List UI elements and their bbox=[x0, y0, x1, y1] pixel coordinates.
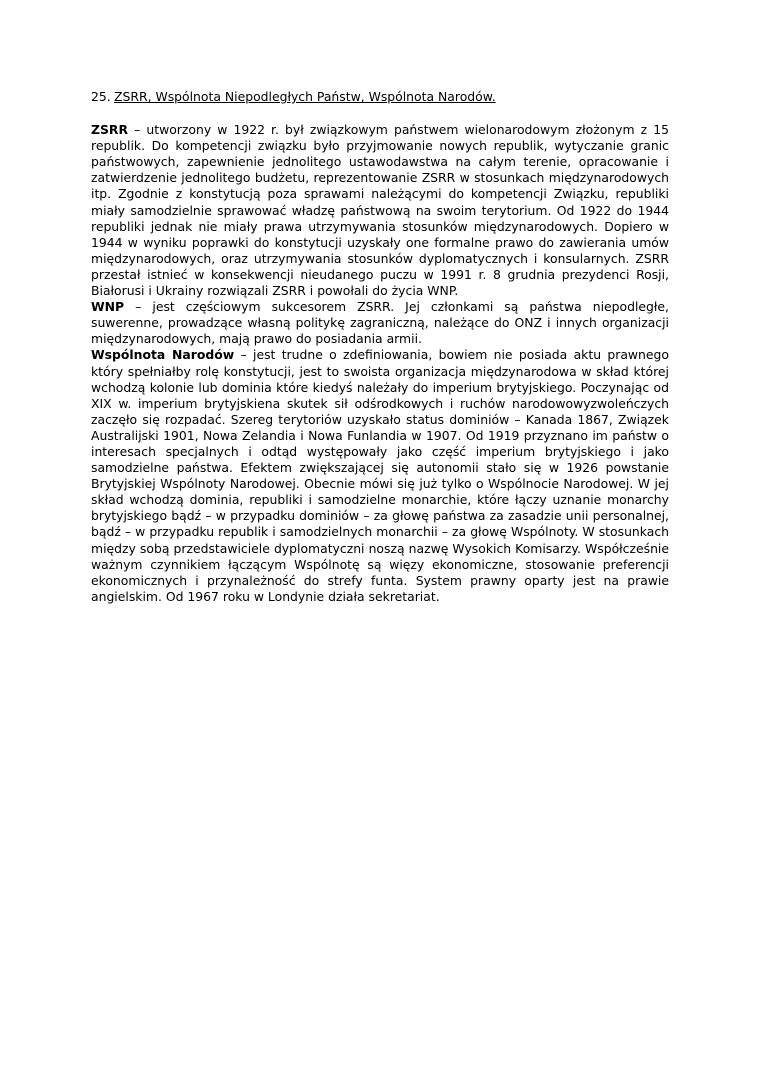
term-zsrr: ZSRR bbox=[91, 122, 128, 138]
paragraph-wnp bbox=[91, 299, 669, 347]
paragraph-zsrr bbox=[91, 122, 669, 299]
section-number: 25. bbox=[91, 89, 111, 104]
section-heading bbox=[91, 89, 669, 105]
section-title: ZSRR, Wspólnota Niepodległych Państw, Wspólnota Narodów. bbox=[114, 89, 496, 104]
paragraph-wnp-text: – jest częściowym sukcesorem ZSRR. Jej członkami są państwa niepodległe, suwerenne, prowadzące własną politykę zagraniczną, należące do ONZ i innych organizacji międzynarodowych, mają prawo do posiadania armii. bbox=[91, 299, 669, 347]
paragraph-zsrr-text: – utworzony w 1922 r. był związkowym państwem wielonarodowym złożonym z 15 republik. Do kompetencji związku było przyjmowanie nowych republik, wytyczanie granic państwowych, zapewnienie jednolitego ustawodawstwa na całym terenie, opracowanie i zatwierdzenie jednolitego budżetu, reprezentowanie ZSRR w stosunkach międzynarodowych itp. Zgodnie z konstytucją poza sprawami należącymi do kompetencji Związku, republiki miały samodzielnie sprawować władzę państwową na swoim terytorium. Od 1922 do 1944 republiki jednak nie miały prawa utrzymywania stosunków międzynarodowych. Dopiero w 1944 w wyniku poprawki do konstytucji uzyskały one formalne prawo do zawierania umów międzynarodowych, oraz utrzymywania stosunków dyplomatycznych i konsularnych. ZSRR przestał istnieć w konsekwencji nieudanego puczu w 1991 r. 8 grudnia prezydenci Rosji, Białorusi i Ukrainy rozwiązali ZSRR i powołali do życia WNP. bbox=[91, 122, 669, 299]
term-wnp: WNP bbox=[91, 299, 125, 315]
paragraph-wspolnota-narodow bbox=[91, 347, 669, 605]
term-wspolnota-narodow: Wspólnota Narodów bbox=[91, 347, 235, 363]
paragraph-wspolnota-narodow-text: – jest trudne o zdefiniowania, bowiem nie posiada aktu prawnego który spełniałby rolę konstytucji, jest to swoista organizacja międzynarodowa w skład której wchodzą kolonie lub dominia które kiedyś należały do imperium brytyjskiego. Poczynając od XIX w. imperium brytyjskiena skutek sił odśrodkowych i ruchów narodowowyzwoleńczych zaczęło się rozpadać. Szereg terytoriów uzyskało status dominiów – Kanada 1867, Związek Australijski 1901, Nowa Zelandia i Nowa Funlandia w 1907. Od 1919 przyznano im państw o interesach specjalnych i odtąd występowały jako część imperium brytyjskiego i jako samodzielne państwa. Efektem zwiększającej się autonomii stało się w 1926 powstanie Brytyjskiej Wspólnoty Narodowej. Obecnie mówi się już tylko o Wspólnocie Narodowej. W jej skład wchodzą dominia, republiki i samodzielne monarchie, które łączy uznanie monarchy brytyjskiego bądź – w przypadku dominiów – za głowę państwa za zasadzie unii personalnej, bądź – w przypadku republik i samodzielnych monarchii – za głowę Wspólnoty. W stosunkach między sobą przedstawiciele dyplomatyczni noszą nazwę Wysokich Komisarzy. Współcześnie ważnym czynnikiem łączącym Wspólnotę są więzy ekonomiczne, stosowanie preferencji ekonomicznych i przynależność do strefy funta. System prawny oparty jest na prawie angielskim. Od 1967 roku w Londynie działa sekretariat. bbox=[91, 347, 669, 604]
document-body bbox=[91, 89, 669, 605]
